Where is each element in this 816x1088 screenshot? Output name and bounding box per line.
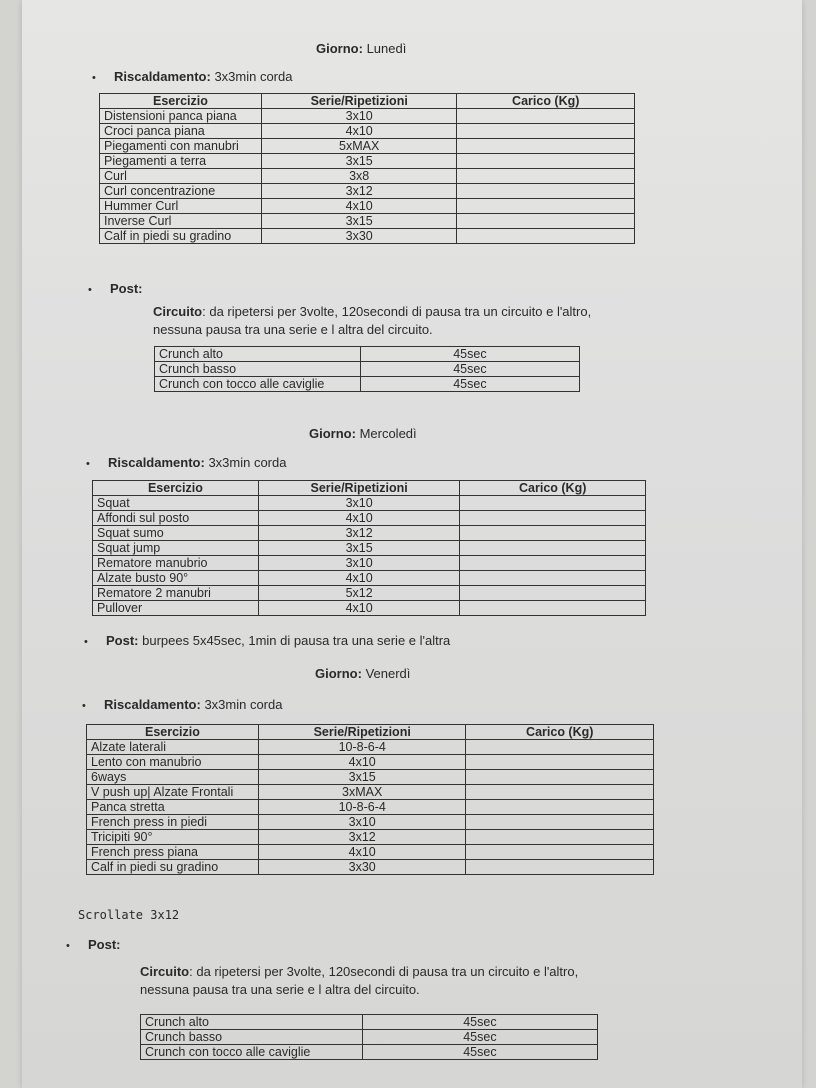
exercise-cell: Alzate laterali (87, 740, 259, 755)
load-cell (457, 184, 635, 199)
load-cell (466, 815, 654, 830)
sets-cell: 3xMAX (258, 785, 466, 800)
table-row (93, 511, 646, 526)
load-cell (466, 770, 654, 785)
load-cell (460, 601, 646, 616)
load-cell (466, 830, 654, 845)
exercise-cell: French press in piedi (87, 815, 259, 830)
exercise-cell: French press piana (87, 845, 259, 860)
circuit-description: Circuito: da ripetersi per 3volte, 120secondi di pausa tra un circuito e l'altro, nessuna pausa tra una serie e l altra del circuito. (140, 964, 579, 997)
table-row (100, 139, 635, 154)
load-cell (466, 860, 654, 875)
load-cell (457, 229, 635, 244)
exercise-cell: Rematore 2 manubri (93, 586, 259, 601)
exercise-cell: V push up| Alzate Frontali (87, 785, 259, 800)
table-row (141, 1015, 598, 1030)
load-cell (457, 214, 635, 229)
table-row (141, 1045, 598, 1060)
circuit-description: Circuito: da ripetersi per 3volte, 120secondi di pausa tra un circuito e l'altro, nessuna pausa tra una serie e l altra del circuito. (153, 304, 592, 337)
handwritten-note: Scrollate 3x12 (78, 908, 180, 922)
load-cell (460, 511, 646, 526)
sets-cell: 4x10 (258, 571, 460, 586)
table-row (100, 169, 635, 184)
exercise-cell: Calf in piedi su gradino (100, 229, 262, 244)
table-row (100, 214, 635, 229)
exercise-cell: Alzate busto 90° (93, 571, 259, 586)
table-header: Carico (Kg) (466, 725, 654, 740)
sets-cell: 3x30 (261, 229, 457, 244)
exercise-cell: Squat sumo (93, 526, 259, 541)
exercise-cell: Crunch con tocco alle caviglie (155, 377, 361, 392)
exercise-cell: Pullover (93, 601, 259, 616)
load-cell (460, 496, 646, 511)
exercise-cell: Rematore manubrio (93, 556, 259, 571)
exercise-cell: Crunch basso (155, 362, 361, 377)
table-row (93, 526, 646, 541)
sets-cell: 3x10 (258, 815, 466, 830)
table-header: Esercizio (100, 94, 262, 109)
table-row (93, 601, 646, 616)
exercise-cell: Crunch con tocco alle caviglie (141, 1045, 363, 1060)
sets-cell: 4x10 (261, 199, 457, 214)
exercise-table (99, 93, 635, 244)
duration-cell: 45sec (362, 1045, 597, 1060)
sets-cell: 3x12 (258, 526, 460, 541)
sets-cell: 10-8-6-4 (258, 740, 466, 755)
table-header-row (93, 481, 646, 496)
table-row (93, 541, 646, 556)
exercise-cell: Curl (100, 169, 262, 184)
table-header: Esercizio (87, 725, 259, 740)
duration-cell: 45sec (362, 1015, 597, 1030)
table-row (87, 785, 654, 800)
exercise-table (86, 724, 654, 875)
table-header: Serie/Ripetizioni (258, 481, 460, 496)
load-cell (466, 785, 654, 800)
sets-cell: 4x10 (258, 845, 466, 860)
table-row (87, 860, 654, 875)
exercise-cell: Piegamenti a terra (100, 154, 262, 169)
table-row (87, 830, 654, 845)
table-header: Serie/Ripetizioni (261, 94, 457, 109)
day-heading: Giorno: Mercoledì (309, 426, 417, 441)
table-row (93, 586, 646, 601)
exercise-cell: 6ways (87, 770, 259, 785)
load-cell (457, 199, 635, 214)
table-header: Serie/Ripetizioni (258, 725, 466, 740)
exercise-cell: Curl concentrazione (100, 184, 262, 199)
table-header: Carico (Kg) (460, 481, 646, 496)
sets-cell: 3x12 (258, 830, 466, 845)
load-cell (466, 755, 654, 770)
table-row (155, 347, 580, 362)
sets-cell: 4x10 (261, 124, 457, 139)
duration-cell: 45sec (360, 362, 579, 377)
table-row (100, 184, 635, 199)
table-row (155, 377, 580, 392)
load-cell (460, 526, 646, 541)
load-cell (457, 154, 635, 169)
table-row (100, 199, 635, 214)
table-row (87, 800, 654, 815)
table-row (87, 770, 654, 785)
exercise-cell: Calf in piedi su gradino (87, 860, 259, 875)
table-header-row (87, 725, 654, 740)
sets-cell: 3x10 (258, 496, 460, 511)
sets-cell: 10-8-6-4 (258, 800, 466, 815)
load-cell (466, 800, 654, 815)
sets-cell: 3x15 (258, 541, 460, 556)
exercise-cell: Tricipiti 90° (87, 830, 259, 845)
exercise-cell: Crunch alto (141, 1015, 363, 1030)
post-line: • Post: (88, 281, 143, 296)
sets-cell: 4x10 (258, 755, 466, 770)
exercise-cell: Crunch basso (141, 1030, 363, 1045)
table-header: Esercizio (93, 481, 259, 496)
warmup-line: • Riscaldamento: 3x3min corda (92, 69, 293, 84)
sets-cell: 3x15 (261, 154, 457, 169)
duration-cell: 45sec (360, 377, 579, 392)
warmup-line: • Riscaldamento: 3x3min corda (86, 455, 287, 470)
table-row (87, 740, 654, 755)
exercise-cell: Inverse Curl (100, 214, 262, 229)
exercise-cell: Lento con manubrio (87, 755, 259, 770)
sets-cell: 3x12 (261, 184, 457, 199)
table-row (93, 496, 646, 511)
exercise-cell: Hummer Curl (100, 199, 262, 214)
table-header-row (100, 94, 635, 109)
sets-cell: 4x10 (258, 601, 460, 616)
exercise-cell: Squat jump (93, 541, 259, 556)
table-row (87, 845, 654, 860)
table-row (93, 571, 646, 586)
post-line: • Post: (66, 937, 121, 952)
circuit-table (154, 346, 580, 392)
sets-cell: 3x15 (258, 770, 466, 785)
table-row (141, 1030, 598, 1045)
table-row (93, 556, 646, 571)
table-header: Carico (Kg) (457, 94, 635, 109)
table-row (87, 815, 654, 830)
table-row (87, 755, 654, 770)
table-row (155, 362, 580, 377)
exercise-cell: Distensioni panca piana (100, 109, 262, 124)
table-row (100, 154, 635, 169)
table-row (100, 124, 635, 139)
sets-cell: 3x10 (261, 109, 457, 124)
sets-cell: 3x15 (261, 214, 457, 229)
exercise-cell: Panca stretta (87, 800, 259, 815)
load-cell (457, 109, 635, 124)
post-line: • Post: burpees 5x45sec, 1min di pausa tra una serie e l'altra (84, 633, 451, 648)
exercise-cell: Piegamenti con manubri (100, 139, 262, 154)
load-cell (457, 139, 635, 154)
table-row (100, 229, 635, 244)
duration-cell: 45sec (360, 347, 579, 362)
load-cell (460, 586, 646, 601)
sets-cell: 5x12 (258, 586, 460, 601)
exercise-cell: Squat (93, 496, 259, 511)
sets-cell: 3x30 (258, 860, 466, 875)
exercise-cell: Crunch alto (155, 347, 361, 362)
sets-cell: 3x10 (258, 556, 460, 571)
sets-cell: 4x10 (258, 511, 460, 526)
load-cell (457, 169, 635, 184)
table-row (100, 109, 635, 124)
exercise-cell: Affondi sul posto (93, 511, 259, 526)
exercise-cell: Croci panca piana (100, 124, 262, 139)
day-heading: Giorno: Venerdì (315, 666, 411, 681)
load-cell (460, 541, 646, 556)
day-heading: Giorno: Lunedì (316, 41, 407, 56)
load-cell (460, 556, 646, 571)
load-cell (457, 124, 635, 139)
sets-cell: 5xMAX (261, 139, 457, 154)
duration-cell: 45sec (362, 1030, 597, 1045)
circuit-table (140, 1014, 598, 1060)
load-cell (460, 571, 646, 586)
exercise-table (92, 480, 646, 616)
sets-cell: 3x8 (261, 169, 457, 184)
load-cell (466, 740, 654, 755)
load-cell (466, 845, 654, 860)
warmup-line: • Riscaldamento: 3x3min corda (82, 697, 283, 712)
